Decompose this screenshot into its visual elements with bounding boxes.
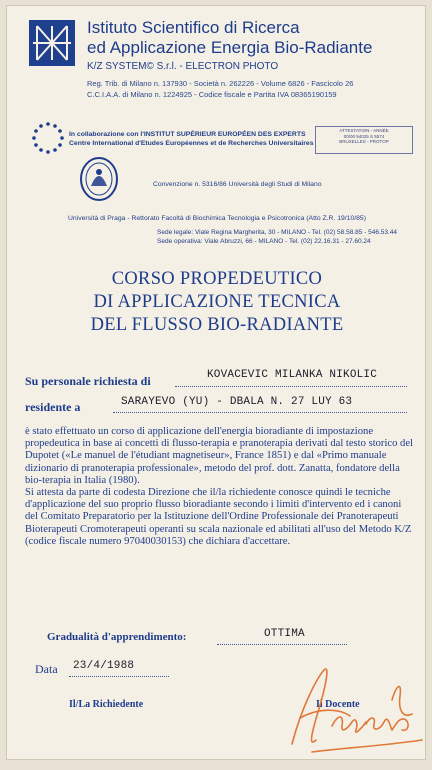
title-line-1: Istituto Scientifico di Ricerca [87,18,300,37]
registration-line-1: Reg. Trib. di Milano n. 137930 - Società n. 262226 - Volume 6826 - Fascicolo 26 [87,79,354,88]
date-label: Data [35,662,58,676]
teacher-signature-label: Il Docente [316,699,360,710]
eu-stars-icon [31,121,65,155]
registration-line-2: C.C.I.A.A. di Milano n. 1224925 - Codice fiscale e Partita IVA 08365190159 [87,90,337,99]
course-title-line-2: DI APPLICAZIONE TECNICA [93,292,341,312]
stamp-line-1: ATTESTATION - ANNÉE [339,128,389,133]
stamp-line-2: 00/00 94025 S 5574 [343,133,385,139]
date-value: 23/4/1988 [73,660,135,672]
body-paragraph-2: Si attesta da parte di codesta Direzione che il/la richiedente conosce quindi le tecniche d'applicazione del suo proprio flusso bioradiante secondo i limiti d'intervento ed i canoni del Comitato Preparatorio per la Istituzione dell'Ordine Professionale dei Pranoterapeuti Bioterapeuti Cromoterapeuti operanti su scala nazionale ed abilitati all'uso del Metodo K/Z (codice fiscale numero 97040030153) che dichiara d'accettare. [25,487,412,547]
institute-title [87,18,372,58]
course-title [7,268,426,337]
university-seal-icon [79,156,119,202]
body-paragraph-1: è stato effettuato un corso di applicazione dell'energia bioradiante di impostazione propedeutica in base ai concetti di flusso-terapia e pranoterapia derivati dal testo storico del Dupotet («Le manuel de l'étudiant magnetiseur», France 1851) e dal «Primo manuale dizionario di pranoterapia professionale», metodo del prof. dott. Zanatta, fondatore della bio-terapia in Italia (1980). [25,426,413,486]
teacher-signature-icon [272,666,426,756]
residence-value: SARAYEVO (YU) - DBALA N. 27 LUY 63 [121,396,353,408]
institute-logo-icon [29,20,75,66]
request-label: Su personale richiesta di [25,374,151,388]
certificate-page [6,5,426,760]
applicant-signature-label: Il/La Richiedente [69,699,144,710]
stamp-line-3: BRUXELLES - PROTOP [339,139,389,145]
course-title-line-3: DEL FLUSSO BIO-RADIANTE [90,315,344,335]
company-name: K/Z SYSTEM© S.r.l. - ELECTRON PHOTO [87,61,279,72]
collaboration-line-1: In collaborazione con l'INSTITUT SUPÉRIEUR EUROPÉEN DES EXPERTS [69,131,306,138]
grading-value: OTTIMA [264,628,305,640]
residence-label: residente a [25,400,81,414]
collaboration-text [69,130,314,148]
convention-text: Convenzione n. 5316/86 Università degli Studi di Milano [153,181,322,188]
sede-legale: Sede legale: Viale Regina Margherita, 30 - MILANO - Tel. (02) 58.58.85 - 546.53.44 [157,229,398,236]
collaboration-line-2: Centre International d'Etudes Européennes et de Recherches Universitaires [69,140,314,147]
grading-label: Gradualità d'apprendimento: [47,631,187,643]
praga-university-text: Università di Praga - Rettorato Facoltà di Biochimica Tecnologia e Psicotronica (Atto Z.R. 19/10/85) [68,215,366,222]
sede-operativa: Sede operativa: Viale Abruzzi, 66 - MILANO - Tel. (02) 22.16.31 - 27.60.24 [157,238,371,245]
name-value: KOVACEVIC MILANKA NIKOLIC [207,369,378,381]
certificate-body [25,426,413,548]
attestation-stamp [315,126,413,154]
registration-info [87,78,353,100]
course-title-line-1: CORSO PROPEDEUTICO [111,269,323,289]
title-line-2: ed Applicazione Energia Bio-Radiante [87,38,373,57]
addresses [157,228,397,246]
